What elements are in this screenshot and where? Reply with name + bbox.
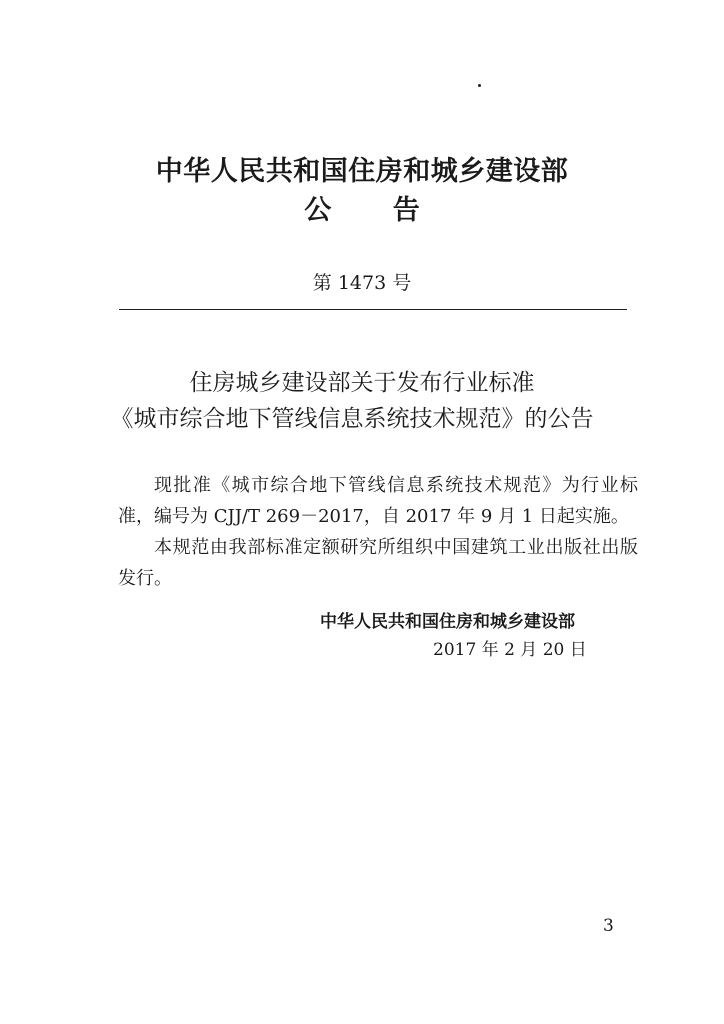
notice-title: 公 告 [304,195,420,226]
department-title: 中华人民共和国住房和城乡建设部 [155,156,569,187]
scan-speck [478,84,481,87]
issue-date: 2017 年 2 月 20 日 [433,640,587,660]
body-paragraph-approval: 现批准《城市综合地下管线信息系统技术规范》为行业标准，编号为 CJJ/T 269－2017，自 2017 年 9 月 1 日起实施。 [118,475,638,527]
announcement-heading-line-2: 《城市综合地下管线信息系统技术规范》的公告 [110,406,594,432]
announcement-heading-line-1: 住房城乡建设部关于发布行业标准 [189,370,535,396]
divider-line [119,309,627,310]
page-number: 3 [603,916,614,936]
body-paragraph-publication: 本规范由我部标准定额研究所组织中国建筑工业出版社出版发行。 [118,537,638,589]
notice-number: 第 1473 号 [312,272,412,294]
issuer-signature: 中华人民共和国住房和城乡建设部 [320,612,575,632]
